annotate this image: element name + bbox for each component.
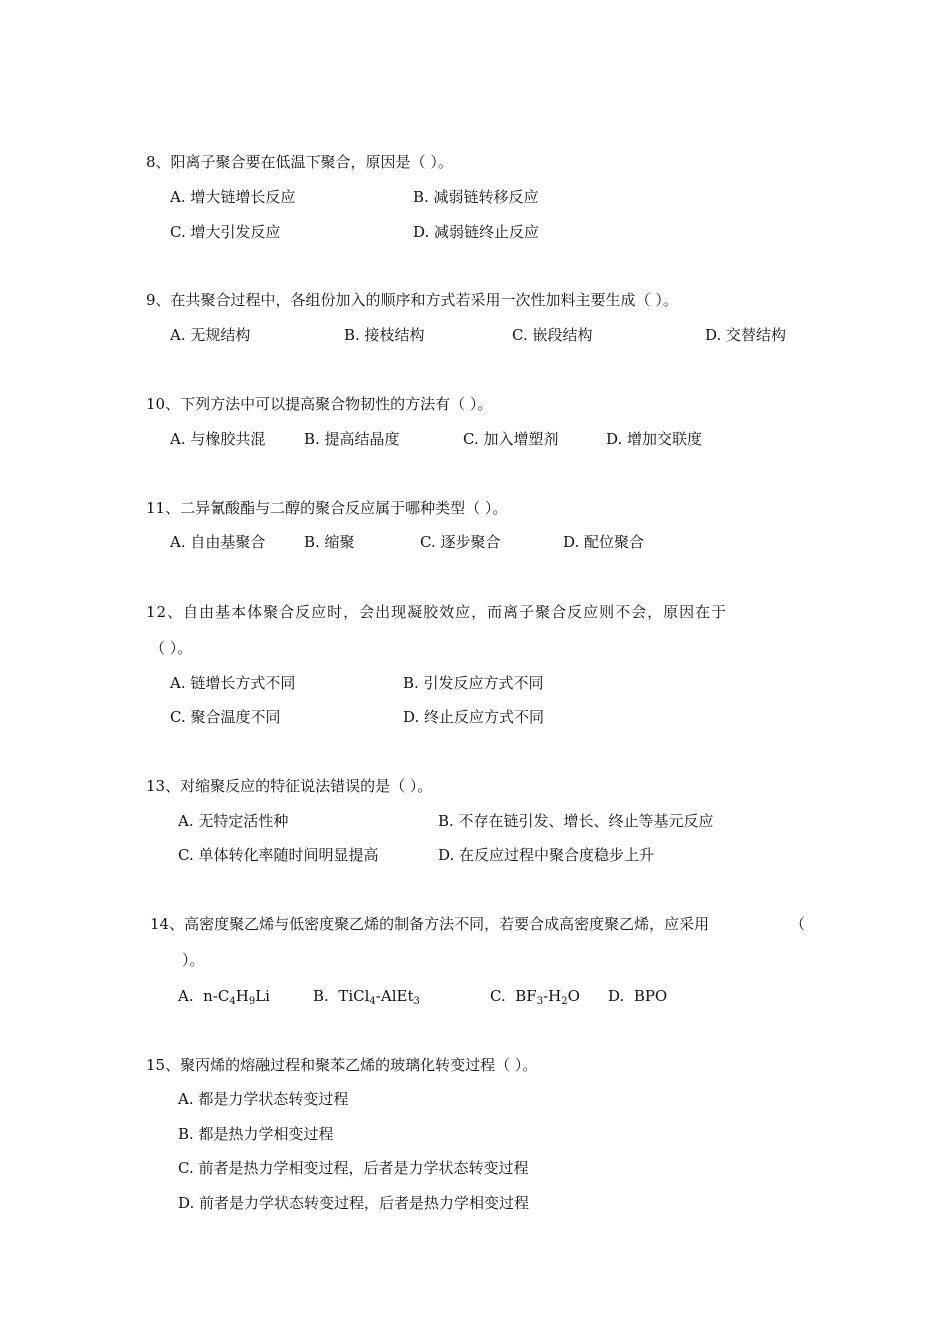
question-15-option-a: A. 都是力学状态转变过程: [178, 1090, 349, 1108]
question-10-option-b: B. 提高结晶度: [304, 430, 400, 448]
formula-part: O: [567, 987, 580, 1005]
question-8-option-c: C. 增大引发反应: [170, 223, 281, 241]
question-9-option-a: A. 无规结构: [170, 326, 251, 344]
formula-part: n-C: [203, 987, 230, 1005]
question-8-option-d: D. 减弱链终止反应: [413, 223, 540, 241]
formula-part: H: [235, 987, 249, 1005]
question-9-option-d: D. 交替结构: [705, 326, 787, 344]
question-13-stem: 13、对缩聚反应的特征说法错误的是（ ）。: [146, 777, 433, 795]
question-12-option-c: C. 聚合温度不同: [170, 708, 281, 726]
formula-part: BPO: [633, 987, 668, 1005]
question-10-option-a: A. 与橡胶共混: [170, 430, 266, 448]
formula-subscript: 2: [561, 996, 568, 1007]
question-14-open-paren: （: [790, 915, 806, 933]
question-8-option-b: B. 减弱链转移反应: [413, 188, 539, 206]
option-label: A.: [178, 987, 194, 1005]
formula-part: BF: [515, 987, 537, 1005]
formula-part: -AlEt: [375, 987, 414, 1005]
question-10-stem: 10、下列方法中可以提高聚合物韧性的方法有（ ）。: [146, 395, 493, 413]
question-12-option-d: D. 终止反应方式不同: [403, 708, 545, 726]
question-14-option-d: [608, 986, 667, 1006]
question-14-stem-continuation: ）。: [182, 951, 205, 969]
question-12-stem: 12、自由基本体聚合反应时，会出现凝胶效应，而离子聚合反应则不会，原因在于: [146, 603, 728, 621]
question-8-option-a: A. 增大链增长反应: [170, 188, 296, 206]
option-label: C.: [490, 987, 506, 1005]
question-9-option-b: B. 接枝结构: [344, 326, 425, 344]
question-9-stem: 9、在共聚合过程中，各组份加入的顺序和方式若采用一次性加料主要生成（ ）。: [146, 291, 678, 309]
formula-subscript: 3: [536, 996, 544, 1007]
option-label: B.: [313, 987, 329, 1005]
question-14-option-c: [490, 986, 580, 1006]
question-12-option-a: A. 链增长方式不同: [170, 674, 296, 692]
question-11-stem: 11、二异氰酸酯与二醇的聚合反应属于哪种类型（ ）。: [146, 499, 508, 517]
question-13-option-a: A. 无特定活性种: [178, 812, 289, 830]
question-12-option-b: B. 引发反应方式不同: [403, 674, 544, 692]
question-10-option-c: C. 加入增塑剂: [463, 430, 559, 448]
question-11-option-c: C. 逐步聚合: [420, 533, 501, 551]
formula-part: -H: [543, 987, 562, 1005]
question-13-option-c: C. 单体转化率随时间明显提高: [178, 846, 379, 864]
option-label: D.: [608, 987, 625, 1005]
question-13-option-b: B. 不存在链引发、增长、终止等基元反应: [438, 812, 714, 830]
question-10-option-d: D. 增加交联度: [606, 430, 703, 448]
question-11-option-d: D. 配位聚合: [563, 533, 645, 551]
question-11-option-a: A. 自由基聚合: [170, 533, 266, 551]
formula-subscript: 4: [229, 996, 236, 1007]
question-15-option-b: B. 都是热力学相变过程: [178, 1125, 334, 1143]
question-14-stem: 14、高密度聚乙烯与低密度聚乙烯的制备方法不同，若要合成高密度聚乙烯，应采用: [150, 915, 710, 933]
question-13-option-d: D. 在反应过程中聚合度稳步上升: [438, 846, 655, 864]
question-8-stem: 8、阳离子聚合要在低温下聚合，原因是（ ）。: [146, 153, 453, 171]
formula-subscript: 4: [369, 996, 376, 1007]
question-11-option-b: B. 缩聚: [304, 533, 355, 551]
question-15-option-d: D. 前者是力学状态转变过程，后者是热力学相变过程: [178, 1194, 530, 1212]
formula-subscript: 9: [248, 996, 256, 1007]
question-15-option-c: C. 前者是热力学相变过程，后者是力学状态转变过程: [178, 1159, 529, 1177]
question-15-stem: 15、聚丙烯的熔融过程和聚苯乙烯的玻璃化转变过程（ ）。: [146, 1056, 538, 1074]
question-14-option-b: [313, 986, 420, 1006]
formula-part: TiCl: [338, 987, 370, 1005]
question-9-option-c: C. 嵌段结构: [512, 326, 593, 344]
question-12-stem-continuation: （ ）。: [150, 639, 193, 657]
formula-subscript: 3: [413, 996, 420, 1007]
question-14-option-a: [178, 986, 270, 1006]
formula-part: Li: [255, 987, 270, 1005]
